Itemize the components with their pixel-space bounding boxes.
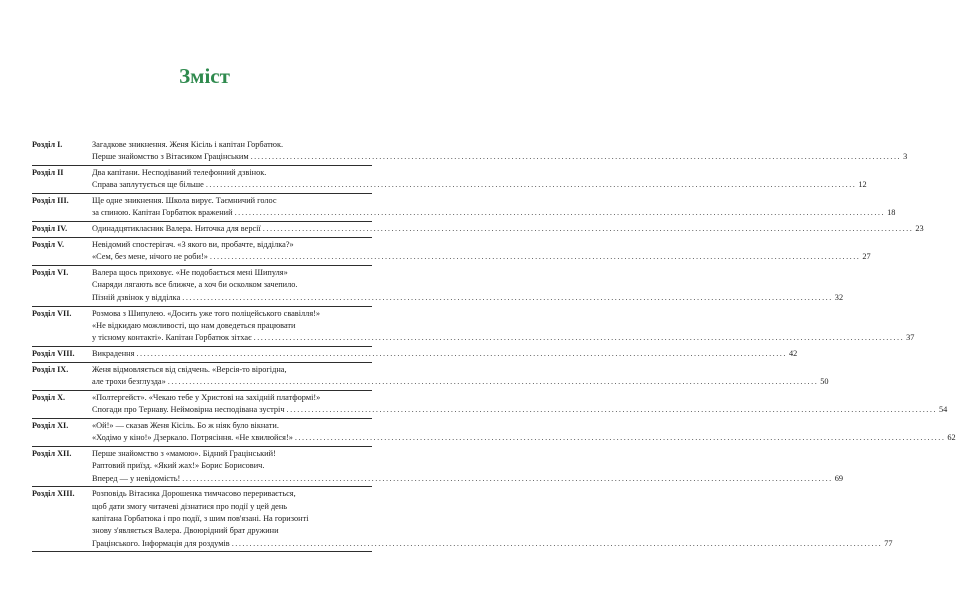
page-number: 23 (915, 224, 924, 234)
dot-leader (210, 251, 861, 263)
chapter-description (92, 448, 843, 485)
chapter-label: Розділ V. (32, 240, 64, 250)
page-number: 54 (939, 405, 948, 415)
dot-leader (232, 538, 883, 550)
chapter-description-line: «Полтергейст». «Чекаю тебе у Христові на західній платформі!» (92, 392, 321, 402)
chapter-description-line: Пізній дзвінок у відділка (92, 292, 181, 302)
chapter-description-line: Розмова з Шипулею. «Досить уже того поліцейського свавілля!» (92, 308, 321, 318)
chapter-description-line: Невідомий спостерігач. «З якого ви, пробачте, відділка?» (92, 240, 294, 250)
chapter-description-line: знову з'являється Валера. Двоюрідний брат дружини (92, 526, 279, 536)
chapter-description-line: Снаряди лягають все ближче, а хоч би осколком зачепило. (92, 280, 298, 290)
chapter-description (92, 167, 867, 192)
page-number: 27 (862, 252, 871, 262)
chapter-description-line: але трохи безглузда» (92, 377, 166, 387)
chapter-description (92, 364, 829, 389)
chapter-description-line: за спиною. Капітан Горбатюк вражений (92, 208, 233, 218)
dot-leader (182, 473, 833, 485)
chapter-label: Розділ XIII. (32, 489, 75, 499)
page-number: 32 (834, 292, 844, 302)
dot-leader (182, 292, 833, 304)
dot-leader (287, 404, 938, 416)
chapter-description-line: Загадкове зникнення. Женя Кісіль і капітан Горбатюк. (92, 140, 284, 149)
chapter-description-line: Справа заплутується ще більше (92, 180, 204, 190)
chapter-description (92, 392, 947, 417)
chapter-label: Розділ I. (32, 140, 63, 149)
toc-entry[interactable] (32, 222, 924, 238)
chapter-description-line: «Не відкидаю можливості, що нам доведеться працювати (92, 320, 296, 330)
chapter-description (92, 195, 895, 220)
page-number: 18 (887, 208, 896, 218)
dot-leader (136, 348, 787, 360)
chapter-label: Розділ VIII. (32, 348, 75, 358)
chapter-description-line: капітана Горбатюка і про події, з шим пов'язані. На горизонті (92, 514, 309, 524)
dot-leader (295, 432, 946, 444)
chapter-description (92, 348, 797, 360)
dot-leader (251, 151, 902, 163)
toc-entry[interactable] (32, 447, 844, 487)
chapter-description-line: Перше знайомство з Вітасиком Грацінським (92, 152, 249, 162)
chapter-description-line: «Сем, без мене, нічого не роби!» (92, 252, 208, 262)
page-number: 42 (788, 348, 798, 358)
page-number: 12 (858, 180, 867, 190)
chapter-description-line: Валера щось приховує. «Не подобається мені Шипуля» (92, 268, 288, 278)
chapter-description-line: Викрадення (92, 348, 135, 358)
chapter-description-line: у тісному контакті». Капітан Горбатюк зітхає (92, 333, 252, 343)
toc-entry[interactable] (32, 238, 871, 266)
table-of-contents (32, 138, 956, 552)
chapter-description-line: «Ходімо у кіно!» Дзеркало. Потрясіння. «Не хвилюйся!» (92, 433, 293, 443)
chapter-label: Розділ XII. (32, 449, 72, 459)
chapter-label: Розділ XI. (32, 420, 69, 430)
chapter-description-line: Два капітани. Несподіваний телефонний дзвінок. (92, 168, 267, 178)
chapter-description-line: Одинадцятикласник Валера. Ниточка для версії (92, 224, 261, 234)
chapter-description-line: Розповідь Вітасика Дорошенка тимчасово переривається, (92, 489, 296, 499)
page-title: Зміст (179, 64, 230, 88)
chapter-description (92, 420, 956, 445)
chapter-description-line: Женя відмовляється від свідчень. «Версія-то вірогідна, (92, 364, 287, 374)
toc-entry[interactable] (32, 194, 896, 222)
dot-leader (168, 376, 819, 388)
chapter-label: Розділ IV. (32, 224, 68, 234)
toc-entry[interactable] (32, 363, 829, 391)
toc-entry[interactable] (32, 166, 867, 194)
chapter-label: Розділ VII. (32, 308, 72, 318)
toc-entry[interactable] (32, 266, 844, 306)
chapter-description (92, 308, 914, 345)
toc-entry[interactable] (32, 419, 956, 447)
page-number: 69 (834, 473, 844, 483)
chapter-description-line: Перше знайомство з «мамою». Бідний Грацінський! (92, 449, 276, 459)
dot-leader (206, 179, 857, 191)
page-number: 3 (903, 152, 908, 162)
chapter-description (92, 239, 871, 264)
toc-entry[interactable] (32, 487, 893, 552)
chapter-label: Розділ II (32, 168, 64, 178)
chapter-description (92, 223, 924, 235)
chapter-description-line: Спогади про Тернаву. Неймовірна несподівана зустріч (92, 405, 285, 415)
page-number: 37 (906, 333, 915, 343)
toc-entry[interactable] (32, 307, 915, 347)
chapter-description-line: Раптовий приїзд. «Який жах!» Борис Борисович. (92, 461, 265, 471)
toc-entry[interactable] (32, 138, 908, 166)
chapter-description-line: «Ой!» — сказав Женя Кісіль. Бо ж ніяк було вікнати. (92, 420, 279, 430)
toc-entry[interactable] (32, 391, 948, 419)
chapter-label: Розділ X. (32, 392, 66, 402)
page-number: 50 (820, 377, 829, 387)
chapter-description-line: щоб дати змогу читачеві дізнатися про події у цей день (92, 501, 288, 511)
toc-entry[interactable] (32, 347, 798, 363)
page-number: 77 (884, 538, 893, 548)
chapter-description (92, 139, 907, 164)
chapter-description-line: Вперед — у невідомість! (92, 473, 181, 483)
chapter-description-line: Ще одне зникнення. Школа вирує. Таємничий голос (92, 196, 277, 206)
dot-leader (235, 207, 886, 219)
page-number: 62 (947, 433, 956, 443)
chapter-label: Розділ III. (32, 196, 69, 206)
chapter-description-line: Грацінського. Інформація для роздумів (92, 538, 230, 548)
chapter-description (92, 267, 843, 304)
chapter-label: Розділ VI. (32, 268, 69, 278)
chapter-label: Розділ IX. (32, 364, 69, 374)
chapter-description (92, 488, 893, 549)
dot-leader (254, 332, 905, 344)
dot-leader (263, 223, 914, 235)
